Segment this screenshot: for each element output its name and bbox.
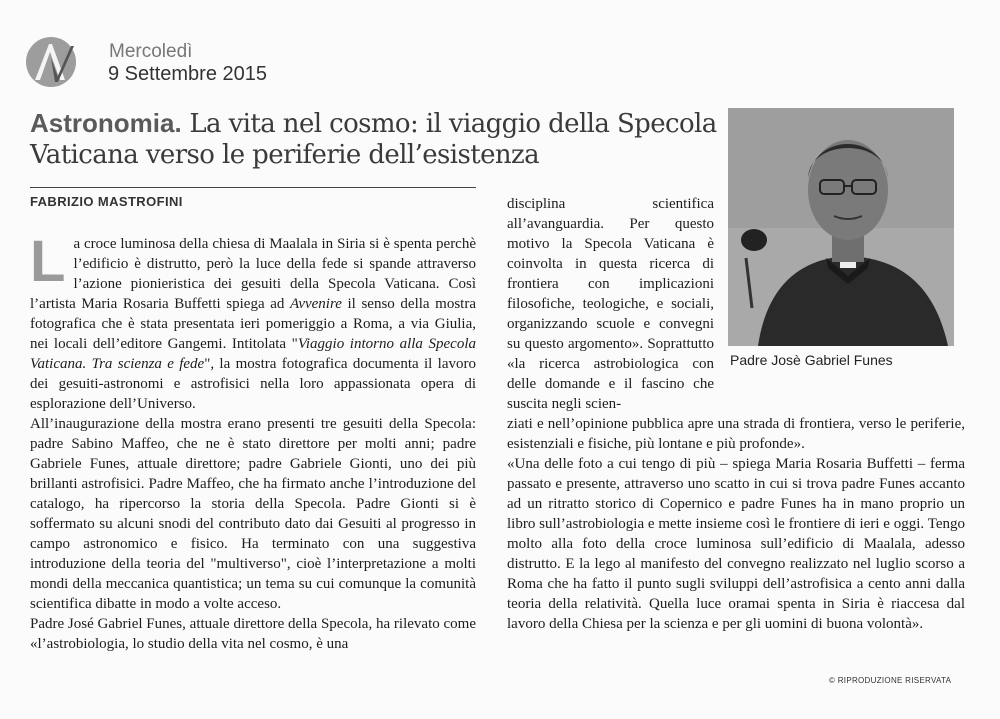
p1-italic-avvenire: Avvenire: [289, 296, 342, 312]
article-headline: [30, 108, 720, 171]
copyright-notice: © RIPRODUZIONE RISERVATA: [829, 676, 952, 685]
headline-kicker: Astronomia.: [30, 108, 182, 138]
article-column-right-narrow: [507, 194, 714, 414]
article-column-left: [30, 229, 477, 654]
drop-cap: L: [30, 229, 66, 294]
portrait-illustration: [728, 108, 954, 346]
p1-text-end: ", la mostra fotografica documenta il lavoro dei gesuiti-astronomi e astrofisici nella loro appassionata opera di esplorazione dell’Universo.: [30, 356, 476, 412]
p1-text-mid: il senso della mostra fotografica che è stata presentata ieri pomeriggio a Roma, a via Giulia, nei locali dell’editore Gangemi. Intitolata ": [30, 296, 476, 352]
date-full: 9 Settembre 2015: [108, 63, 267, 85]
byline: FABRIZIO MASTROFINI: [30, 194, 183, 209]
paragraph-3: Padre José Gabriel Funes, attuale direttore della Specola, ha rilevato come «l’astrobiologia, lo studio della vita nel cosmo, è una: [30, 616, 476, 652]
photo-caption: Padre Josè Gabriel Funes: [730, 352, 893, 368]
paragraph-right-2: ziati e nell’opinione pubblica apre una strada di frontiera, verso le periferie, esistenziali e fisiche, più lontane e più profonde».: [507, 416, 965, 452]
article-column-right-wide: [507, 414, 965, 634]
byline-rule: [30, 187, 476, 188]
paragraph-right-3: «Una delle foto a cui tengo di più – spiega Maria Rosaria Buffetti – ferma passato e presente, attraverso uno scatto in cui si trova padre Funes accanto ad un ritratto storico di Copernico e padre Funes ha in mano proprio un libro sull’astrobiologia e mette insieme così le frontiere di ieri e oggi. Tengo molto alla foto della croce luminosa sull’edificio di Maalala, adesso distrutto. E la lego al manifesto del convegno realizzato nel luglio scorso a Roma che ha fatto il punto sugli sviluppi dell’astrofisica a cento anni dalla teoria della relatività. Quella luce oramai spenta in Siria è riaccesa dal lavoro della Chiesa per la scienza e per gli uomini di buona volontà».: [507, 456, 965, 632]
p1-italic-exhibition: Viaggio intorno alla Specola Vaticana. Tra scienza e fede: [30, 336, 477, 372]
paragraph-2: All’inaugurazione della mostra erano presenti tre gesuiti della Specola: padre Sabino Maffeo, che ne è stato direttore per molti anni; padre Gabriele Funes, attuale direttore; padre Gabriele Gionti, uno dei più brillanti astrofisici. Padre Maffeo, che ha firmato anche l’introduzione del catalogo, ha ripercorso la storia della Specola. Padre Gionti si è soffermato su alcuni snodi del contributo dato dai Gesuiti al progresso in campo astronomico e fisico. Ha terminato con una suggestiva introduzione della teoria del "multiverso", cioè l’interpretazione a molti mondi della meccanica quantistica; un tema su cui comunque la comunità scientifica dibatte in modo a volte acceso.: [30, 416, 476, 612]
portrait-photo: [728, 108, 954, 346]
paragraph-right-1: disciplina scientifica all’avanguardia. Per questo motivo la Specola Vaticana è coinvolta in questa ricerca di frontiera con implicazioni filosofiche, teologiche, e sociali, organizzando scuole e convegni su questo argomento». Soprattutto «la ricerca astrobiologica con delle domande e il fascino che suscita negli scien-: [507, 196, 714, 412]
p1-text-start: a croce luminosa della chiesa di Maalala in Siria si è spenta perchè l’edificio è distrutto, però la luce della fede si spande attraverso l’azione pionieristica dei gesuiti della Specola Vaticana. Così l’artista Maria Rosaria Buffetti spiega ad: [30, 236, 476, 312]
avvenire-logo: [25, 36, 77, 88]
paragraph-1: [30, 229, 477, 414]
headline-title: La vita nel cosmo: il viaggio della Specola Vaticana verso le periferie dell’esistenza: [30, 109, 717, 170]
date-weekday: Mercoledì: [109, 41, 193, 62]
